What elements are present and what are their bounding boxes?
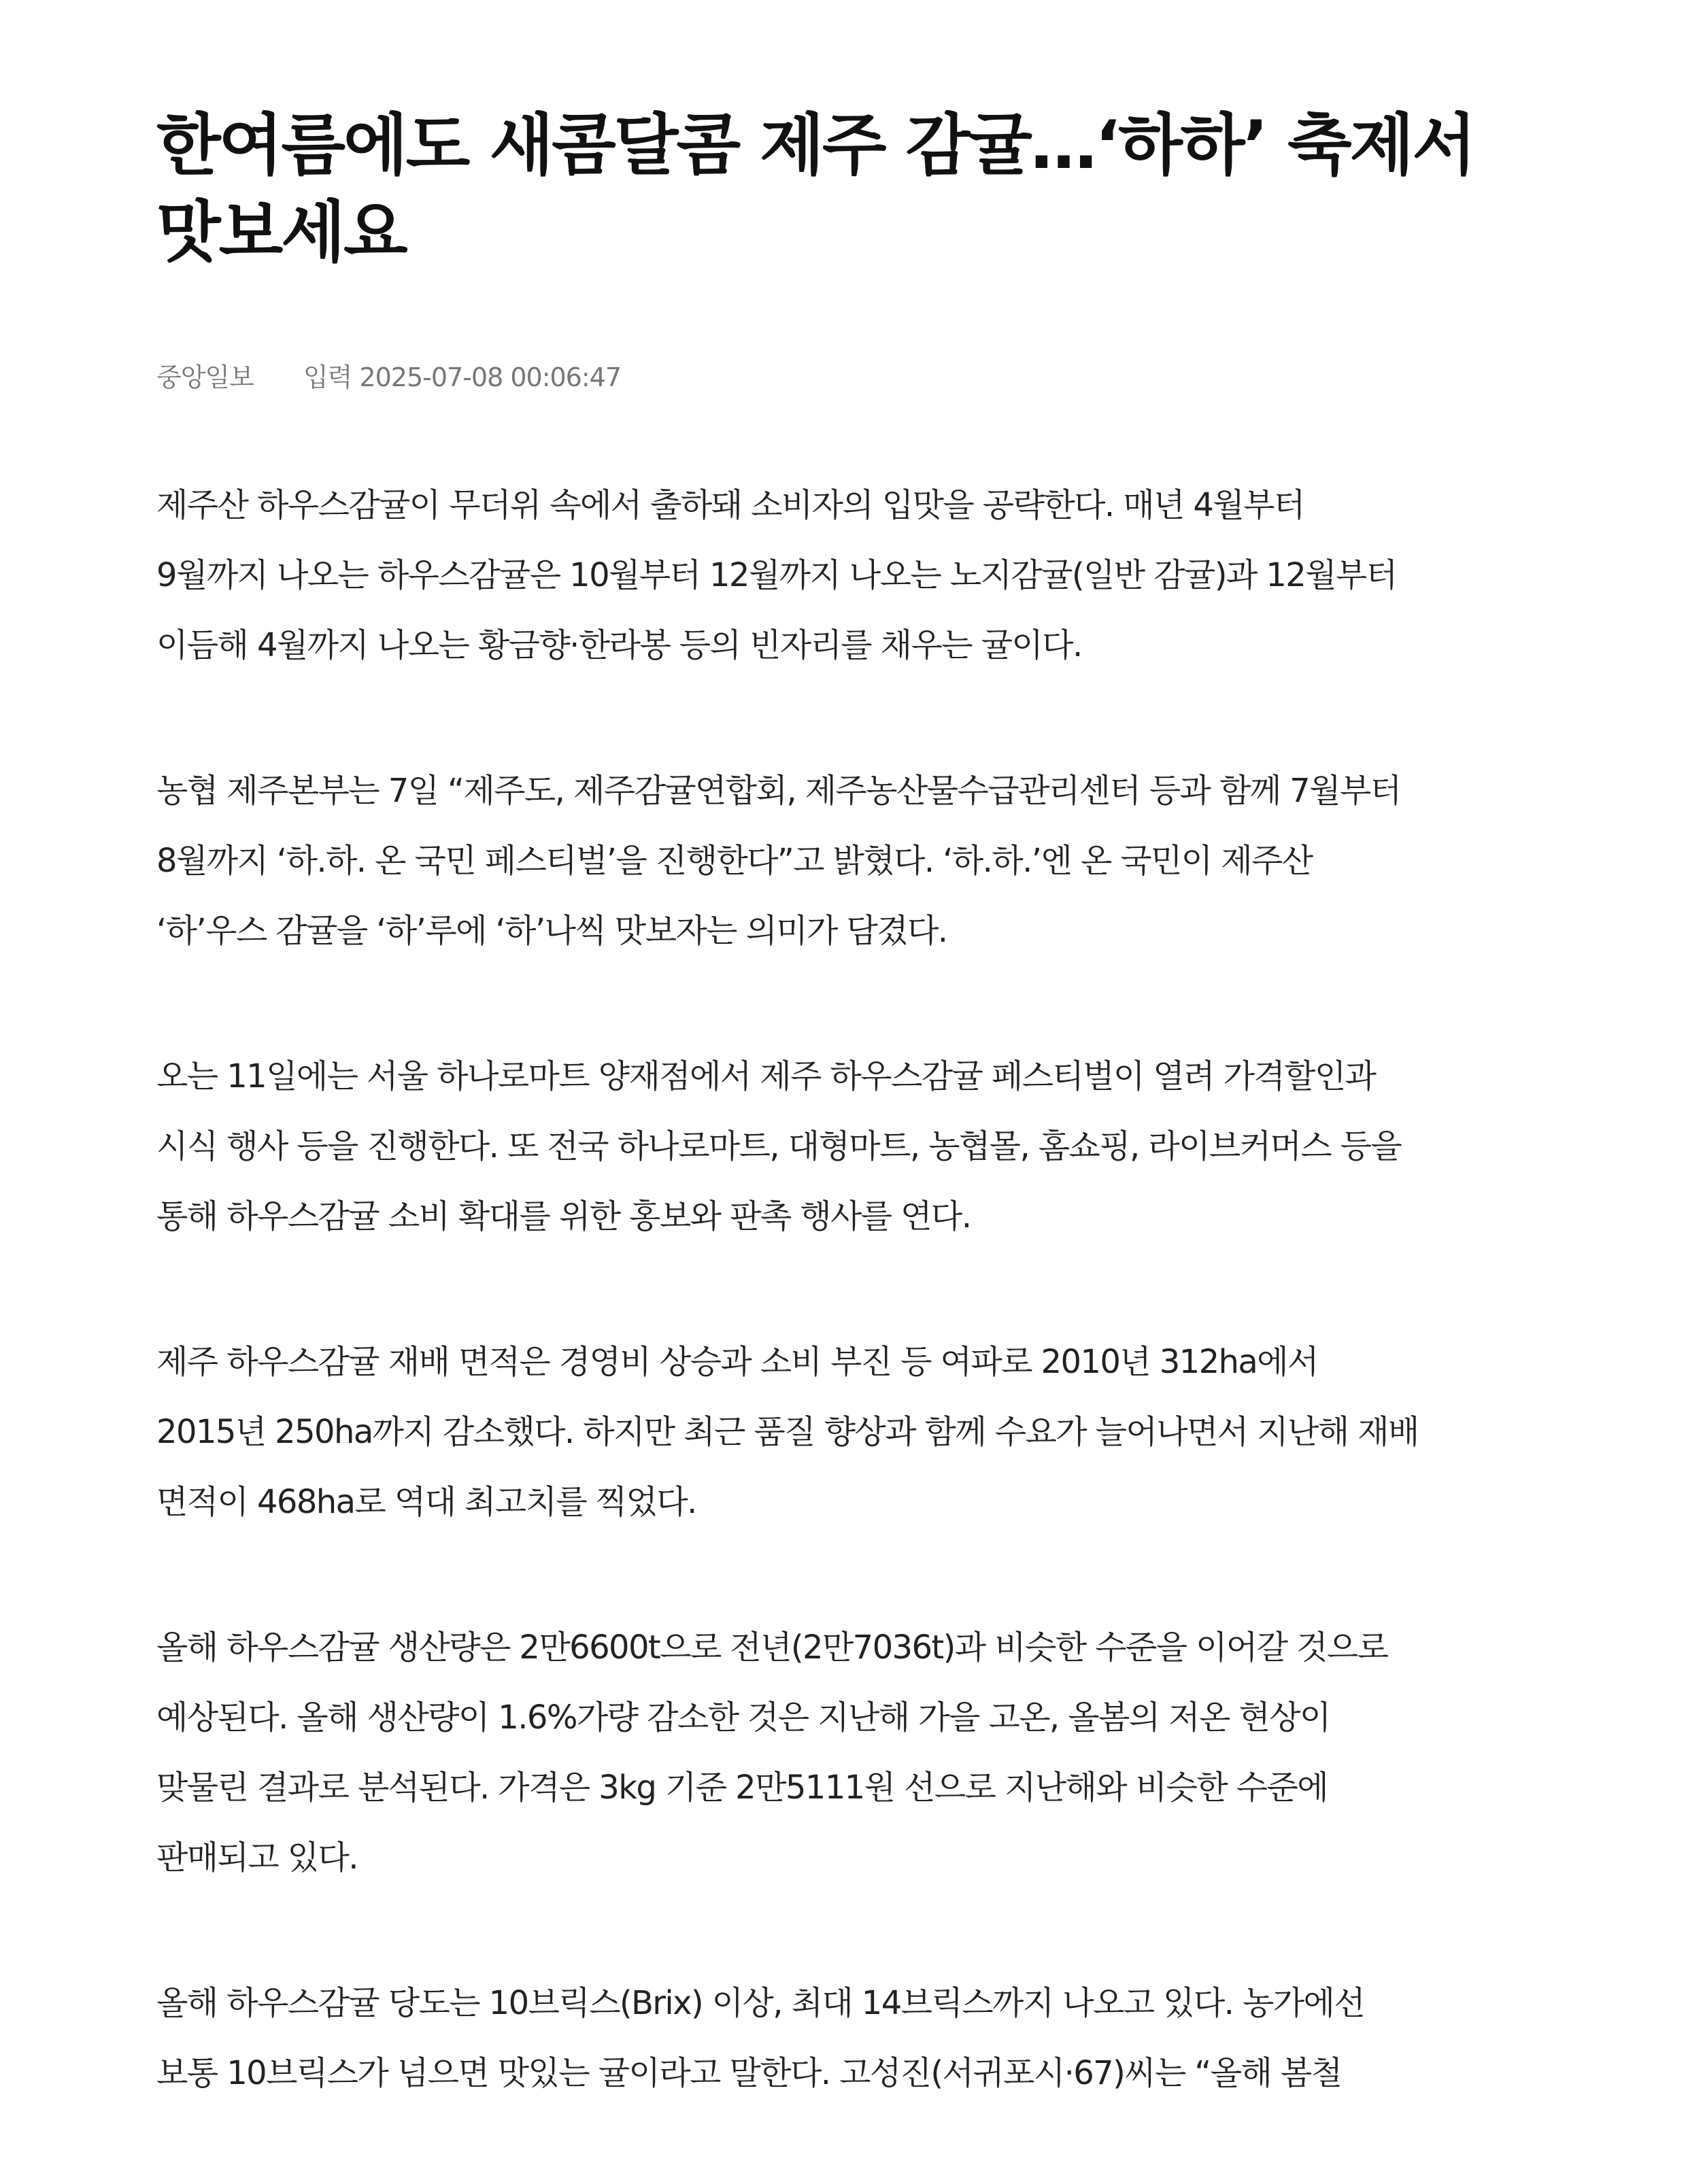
article-paragraph (156, 1327, 1537, 1537)
news-article (156, 102, 1537, 2184)
paragraph-line: 2015년 250ha까지 감소했다. 하지만 최근 품질 향상과 함께 수요가 늘어나면서 지난해 재배 (156, 1413, 1419, 1451)
article-source[interactable]: 중앙일보 (156, 362, 254, 392)
paragraph-line: 면적이 468ha로 역대 최고치를 찍었다. (156, 1483, 696, 1521)
paragraph-line: 제주산 하우스감귤이 무더위 속에서 출하돼 소비자의 입맛을 공략한다. 매년 4월부터 (156, 486, 1304, 524)
paragraph-line: 제주 하우스감귤 재배 면적은 경영비 상승과 소비 부진 등 여파로 2010년 312ha에서 (156, 1343, 1318, 1381)
paragraph-line: 판매되고 있다. (156, 1839, 358, 1877)
paragraph-line: 올해 하우스감귤 생산량은 2만6600t으로 전년(2만7036t)과 비슷한 수준을 이어갈 것으로 (156, 1628, 1388, 1667)
paragraph-line: 올해 하우스감귤 당도는 10브릭스(Brix) 이상, 최대 14브릭스까지 나오고 있다. 농가에선 (156, 1984, 1365, 2022)
article-paragraph (156, 1042, 1537, 1252)
article-meta (156, 360, 1537, 394)
paragraph-line: 예상된다. 올해 생산량이 1.6%가량 감소한 것은 지난해 가을 고온, 올봄의 저온 현상이 (156, 1699, 1330, 1737)
paragraph-line: 오는 11일에는 서울 하나로마트 양재점에서 제주 하우스감귤 페스티벌이 열려 가격할인과 (156, 1057, 1376, 1095)
headline-line: 맛보세요 (156, 194, 406, 271)
article-body (156, 471, 1537, 2109)
article-paragraph (156, 471, 1537, 681)
headline-line: 한여름에도 새콤달콤 제주 감귤…‘하하’ 축제서 (156, 107, 1474, 184)
paragraph-line: 농협 제주본부는 7일 “제주도, 제주감귤연합회, 제주농산물수급관리센터 등과 함께 7월부터 (156, 772, 1401, 810)
paragraph-line: 시식 행사 등을 진행한다. 또 전국 하나로마트, 대형마트, 농협몰, 홈쇼핑, 라이브커머스 등을 (156, 1127, 1402, 1165)
paragraph-line: 이듬해 4월까지 나오는 황금향·한라봉 등의 빈자리를 채우는 귤이다. (156, 626, 1082, 664)
paragraph-line: 보통 10브릭스가 넘으면 맛있는 귤이라고 말한다. 고성진(서귀포시·67)씨는 “올해 봄철 (156, 2054, 1342, 2092)
article-published-date: 입력 2025-07-08 00:06:47 (303, 362, 622, 392)
paragraph-line: 맞물린 결과로 분석된다. 가격은 3kg 기준 2만5111원 선으로 지난해와 비슷한 수준에 (156, 1769, 1328, 1807)
paragraph-line: ‘하’우스 감귤을 ‘하’루에 ‘하’나씩 맛보자는 의미가 담겼다. (156, 912, 947, 950)
paragraph-line: 통해 하우스감귤 소비 확대를 위한 홍보와 판촉 행사를 연다. (156, 1197, 971, 1235)
paragraph-line: 9월까지 나오는 하우스감귤은 10월부터 12월까지 나오는 노지감귤(일반 감귤)과 12월부터 (156, 556, 1397, 594)
article-paragraph (156, 1613, 1537, 1893)
article-paragraph (156, 1968, 1537, 2109)
article-headline (156, 102, 1537, 276)
article-paragraph (156, 756, 1537, 966)
paragraph-line: 8월까지 ‘하.하. 온 국민 페스티벌’을 진행한다”고 밝혔다. ‘하.하.’엔 온 국민이 제주산 (156, 842, 1313, 880)
